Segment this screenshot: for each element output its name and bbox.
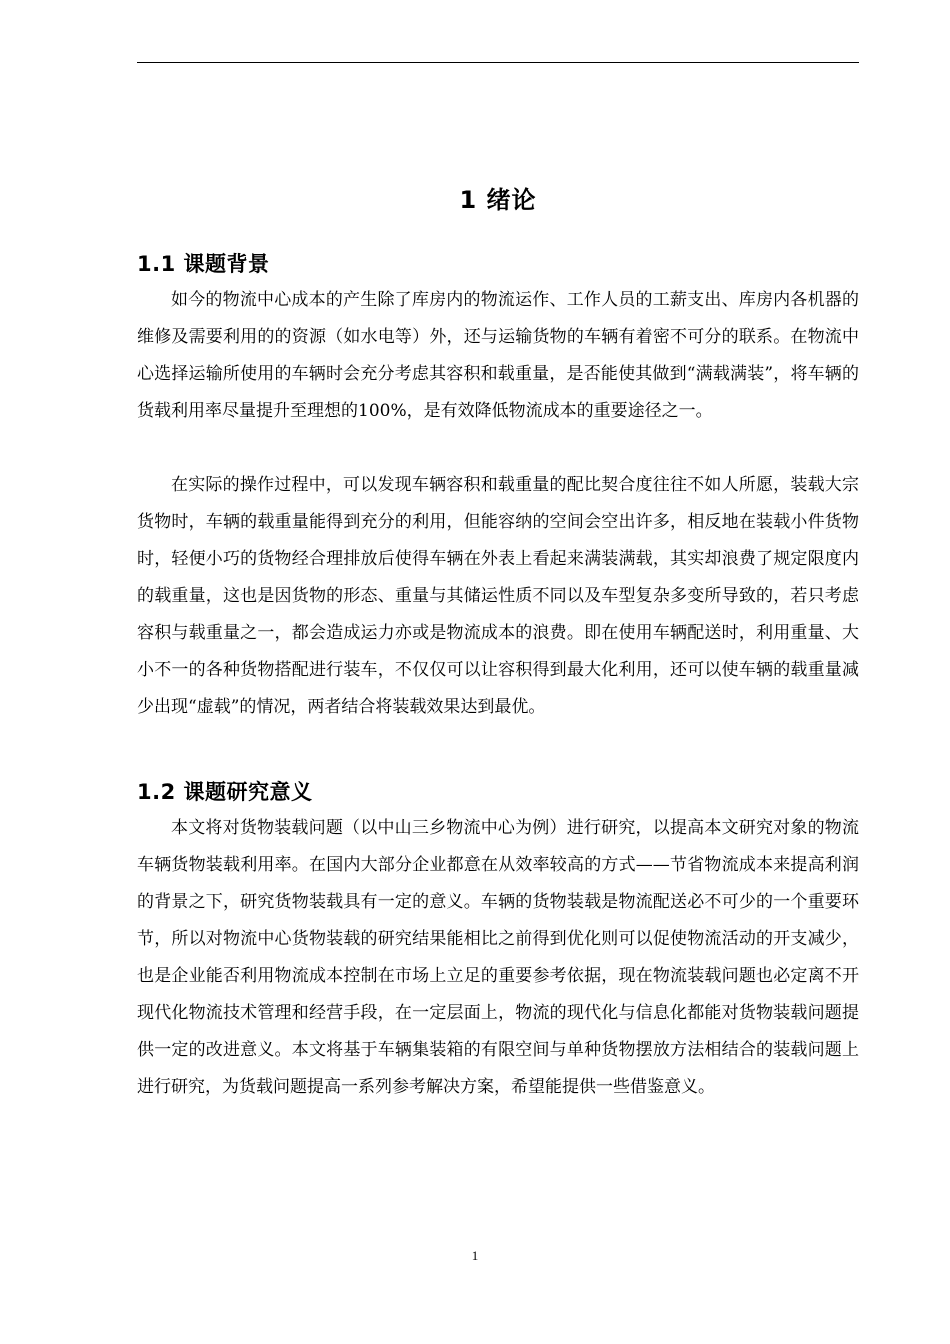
paragraph-background-1: 如今的物流中心成本的产生除了库房内的物流运作、工作人员的工薪支出、库房内各机器的维修及需要利用的的资源（如水电等）外，还与运输货物的车辆有着密不可分的联系。在物流中心选择运输所使用的车辆时会充分考虑其容积和载重量，是否能使其做到“满载满装”，将车辆的货载利用率尽量提升至理想的100%，是有效降低物流成本的重要途径之一。: [137, 290, 859, 421]
page-number: 1: [471, 1248, 479, 1263]
chapter-title: 1 绪论: [459, 186, 537, 214]
paragraph-significance: 本文将对货物装载问题（以中山三乡物流中心为例）进行研究，以提高本文研究对象的物流车辆货物装载利用率。在国内大部分企业都意在从效率较高的方式——节省物流成本来提高利润的背景之下，研究货物装载具有一定的意义。车辆的货物装载是物流配送必不可少的一个重要环节，所以对物流中心货物装载的研究结果能相比之前得到优化则可以促使物流活动的开支减少，也是企业能否利用物流成本控制在市场上立足的重要参考依据，现在物流装载问题也必定离不开现代化物流技术管理和经营手段，在一定层面上，物流的现代化与信息化都能对货物装载问题提供一定的改进意义。本文将基于车辆集装箱的有限空间与单种货物摆放方法相结合的装载问题上进行研究，为货载问题提高一系列参考解决方案，希望能提供一些借鉴意义。: [137, 818, 859, 1097]
header-rule: [137, 62, 859, 63]
section-heading-1-1: 1.1 课题背景: [137, 252, 270, 276]
section-heading-1-2: 1.2 课题研究意义: [137, 780, 313, 804]
paragraph-background-2: 在实际的操作过程中，可以发现车辆容积和载重量的配比契合度往往不如人所愿，装载大宗货物时，车辆的载重量能得到充分的利用，但能容纳的空间会空出许多，相反地在装载小件货物时，轻便小巧的货物经合理排放后使得车辆在外表上看起来满装满载，其实却浪费了规定限度内的载重量，这也是因货物的形态、重量与其储运性质不同以及车型复杂多变所导致的，若只考虑容积与载重量之一，都会造成运力亦或是物流成本的浪费。即在使用车辆配送时，利用重量、大小不一的各种货物搭配进行装车，不仅仅可以让容积得到最大化利用，还可以使车辆的载重量减少出现“虚载”的情况，两者结合将装载效果达到最优。: [137, 475, 859, 717]
